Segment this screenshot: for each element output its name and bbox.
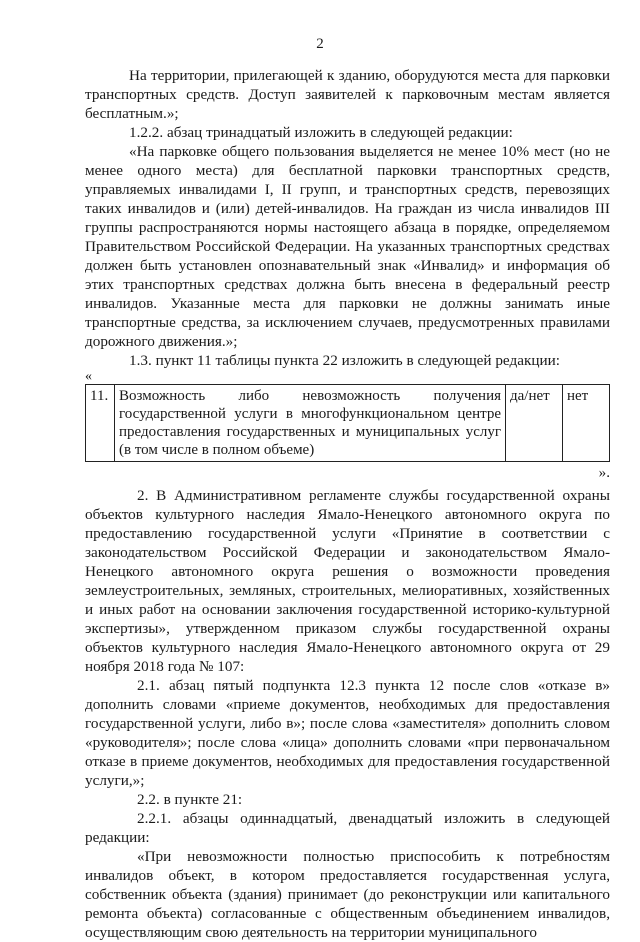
paragraph-accessibility: «При невозможности полностью приспособить к потребностям инвалидов объект, в котором предоставляется государственная услуга, собственник объекта (здания) принимает (до реконструкции или капитального ремонта объекта) согласованные с общественным объединением инвалидов, осуществляющим свою деятельность на территории муниципального — [85, 848, 610, 941]
document-body — [85, 66, 610, 942]
paragraph-amendment-1-2-2: 1.2.2. абзац тринадцатый изложить в следующей редакции: — [129, 124, 513, 141]
paragraph-amendment-1-3: 1.3. пункт 11 таблицы пункта 22 изложить в следующей редакции: — [129, 352, 560, 369]
quote-close-mark: ». — [598, 464, 610, 481]
page-number: 2 — [316, 36, 324, 52]
paragraph-parking-access: На территории, прилегающей к зданию, оборудуются места для парковки транспортных средств. Доступ заявителей к парковочным местам является бесплатным.»; — [85, 67, 610, 122]
paragraph-parking-quota: «На парковке общего пользования выделяется не менее 10% мест (но не менее одного места) для бесплатной парковки транспортных средств, управляемых инвалидами I, II групп, и транспортных средств, перевозящих таких инвалидов и (или) детей-инвалидов. На граждан из числа инвалидов III группы распространяются нормы настоящего абзаца в порядке, определяемом Правительством Российской Федерации. На указанных транспортных средствах должен быть установлен опознавательный знак «Инвалид» и информация об этих транспортных средствах должна быть внесена в федеральный реестр инвалидов. Указанные места для парковки не должны занимать иные транспортные средства, за исключением случаев, предусмотренных правилами дорожного движения.»; — [85, 143, 610, 350]
paragraph-section-2: 2. В Административном регламенте службы государственной охраны объектов культурного наследия Ямало-Ненецкого автономного округа по предоставлению государственной услуги «Принятие в соответствии с законодательством Российской Федерации и законодательством Ямало-Ненецкого автономного округа решения о возможности проведения землеустроительных, земляных, строительных, мелиоративных, хозяйственных и иных работ на основании заключения государственной историко-культурной экспертизы», утвержденном приказом службы государственной охраны объектов культурного наследия Ямало-Ненецкого автономного округа от 29 ноября 2018 года № 107: — [85, 487, 610, 675]
paragraph-2-2-1: 2.2.1. абзацы одиннадцатый, двенадцатый изложить в следующей редакции: — [85, 810, 610, 846]
table-cell-no: нет — [563, 385, 610, 462]
table-row-11 — [85, 384, 610, 462]
table-cell-yes-no: да/нет — [506, 385, 563, 462]
paragraph-2-1: 2.1. абзац пятый подпункта 12.3 пункта 12 после слов «отказе в» дополнить словами «приеме документов, необходимых для предоставления государственной услуги, либо в»; после слова «заместителя» дополнить словом «руководителя»; после слова «лица» дополнить словами «при первоначальном отказе в приеме документов, необходимых для предоставления государственной услуги,»; — [85, 677, 610, 789]
quote-open-mark: « — [85, 369, 92, 384]
table-cell-description: Возможность либо невозможность получения государственной услуги в многофункциональном центре предоставления государственных и муниципальных услуг (в том числе в полном объеме) — [115, 385, 506, 462]
paragraph-2-2: 2.2. в пункте 21: — [137, 791, 243, 808]
table-row — [86, 385, 610, 462]
table-cell-number: 11. — [86, 385, 115, 462]
